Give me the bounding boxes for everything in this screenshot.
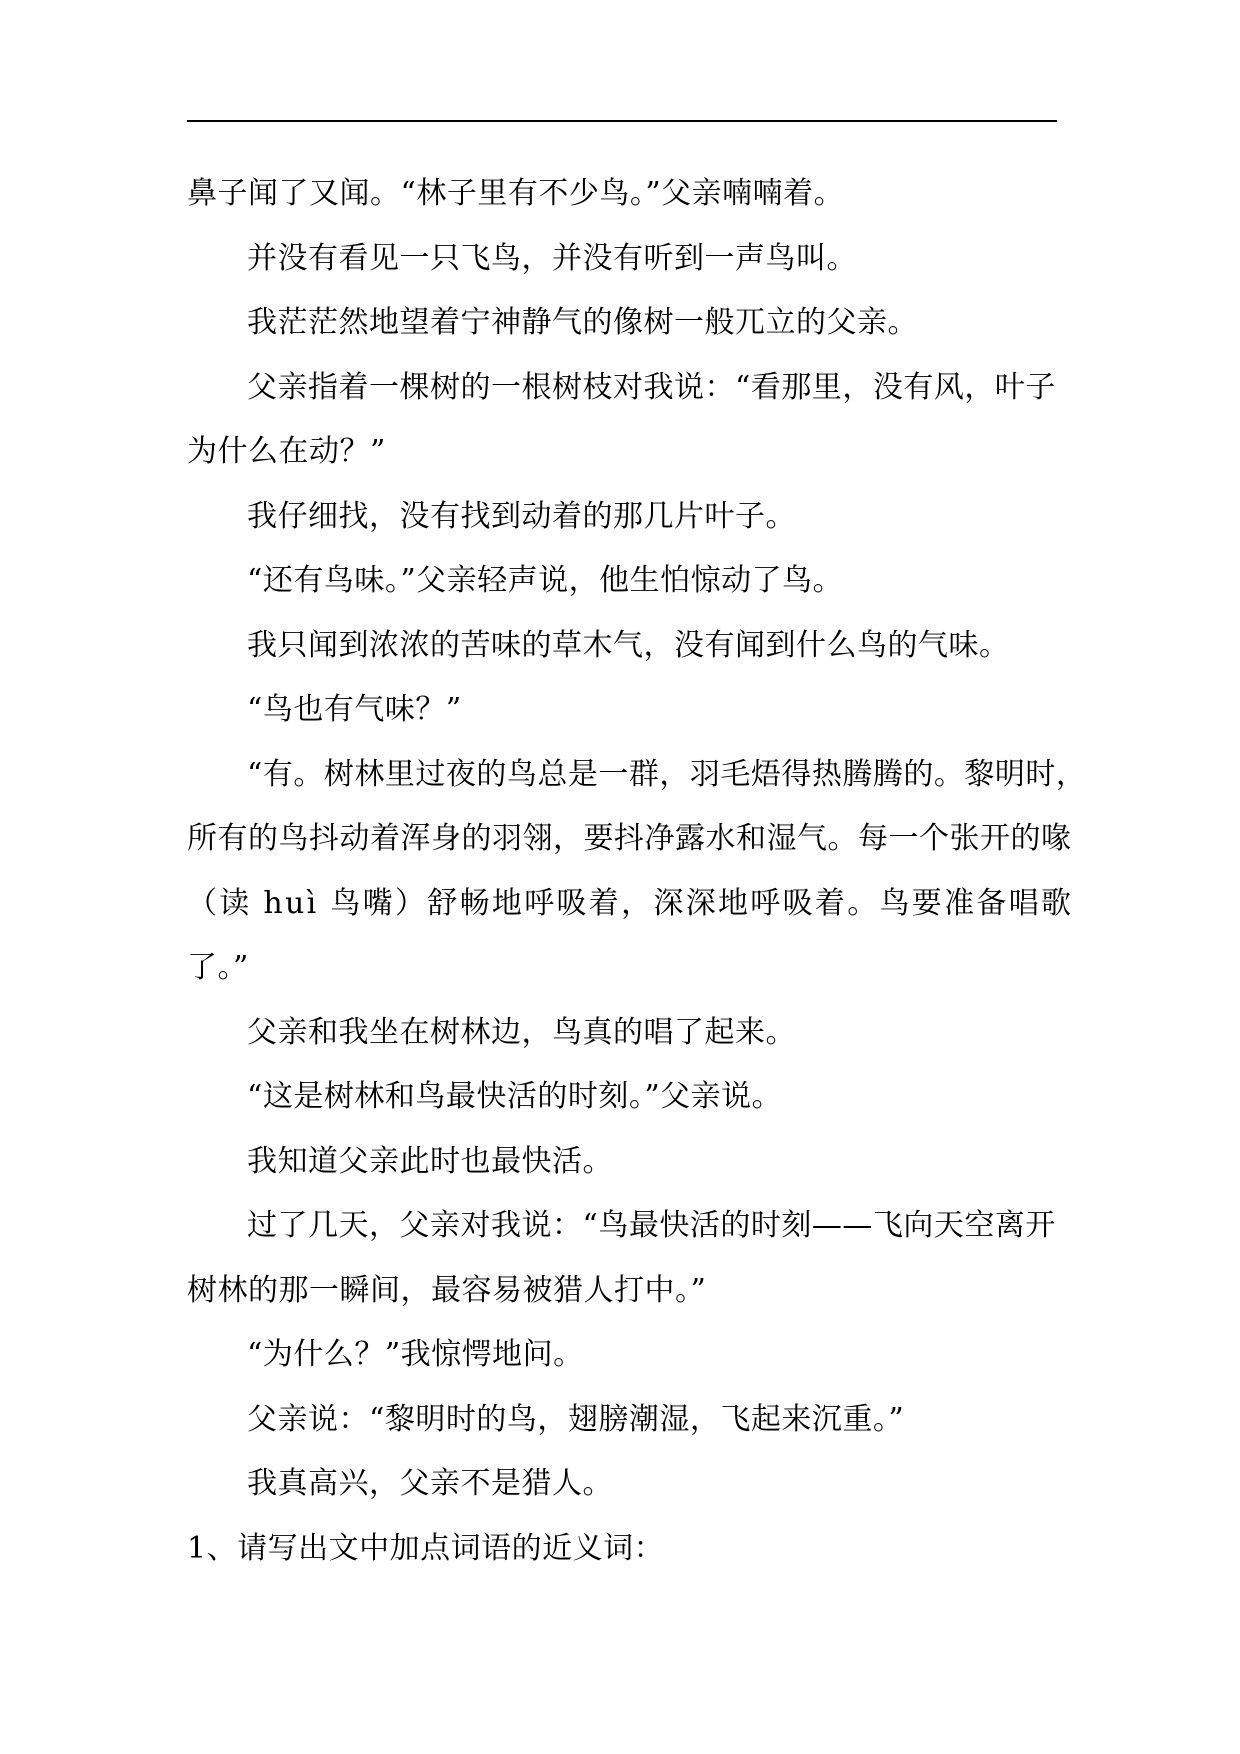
text-line: 并没有看见一只飞鸟，并没有听到一声鸟叫。 (247, 240, 857, 276)
text-line: 我知道父亲此时也最快活。 (247, 1143, 613, 1179)
text-line: 过了几天，父亲对我说：“鸟最快活的时刻——飞向天空离开 (247, 1208, 1056, 1243)
header-rule (187, 120, 1057, 122)
text-line: “鸟也有气味？” (247, 692, 462, 727)
text-line: 我真高兴，父亲不是猎人。 (247, 1466, 613, 1501)
text-line: “为什么？”我惊愕地问。 (247, 1337, 584, 1372)
text-line: 所有的鸟抖动着浑身的羽翎，要抖净露水和湿气。每一个张开的喙 (187, 821, 1072, 856)
text-line: “还有鸟味。”父亲轻声说，他生怕惊动了鸟。 (247, 563, 844, 598)
text-line: 了。” (187, 950, 249, 985)
text-line: 我茫茫然地望着宁神静气的像树一般兀立的父亲。 (247, 305, 918, 340)
question-line: 1、请写出文中加点词语的近义词： (187, 1530, 665, 1566)
document-body (187, 162, 1087, 1581)
text-line: 父亲和我坐在树林边，鸟真的唱了起来。 (247, 1014, 796, 1050)
text-line: 父亲说：“黎明时的鸟，翅膀潮湿，飞起来沉重。” (247, 1401, 905, 1437)
text-line: 鼻子闻了又闻。“林子里有不少鸟。”父亲喃喃着。 (187, 176, 845, 211)
text-line: 我只闻到浓浓的苦味的草木气，没有闻到什么鸟的气味。 (247, 627, 1010, 663)
text-line: 父亲指着一棵树的一根树枝对我说：“看那里，没有风，叶子 (247, 369, 1056, 405)
text-line: “有。树林里过夜的鸟总是一群，羽毛焐得热腾腾的。黎明时， (247, 756, 1087, 792)
text-line: 为什么在动？” (187, 434, 386, 469)
text-line: 树林的那一瞬间，最容易被猎人打中。” (187, 1272, 707, 1308)
text-line: “这是树林和鸟最快活的时刻。”父亲说。 (247, 1079, 783, 1114)
text-line: 我仔细找，没有找到动着的那几片叶子。 (247, 498, 796, 534)
text-line: （读 huì 鸟嘴）舒畅地呼吸着，深深地呼吸着。鸟要准备唱歌 (187, 885, 1074, 921)
